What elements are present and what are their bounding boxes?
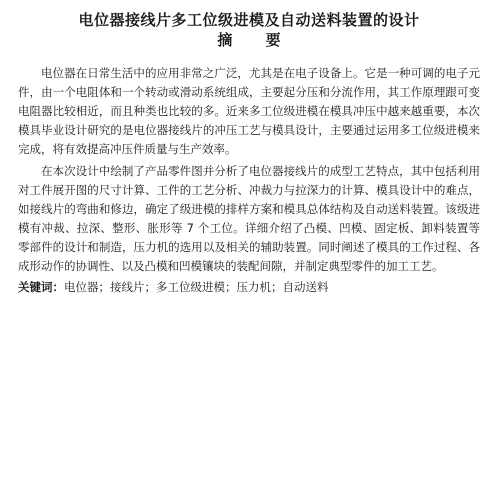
document-title: 电位器接线片多工位级进模及自动送料装置的设计 xyxy=(78,11,420,29)
abstract-heading: 摘 要 xyxy=(217,31,295,49)
abstract-paragraph-1: 电位器在日常生活中的应用非常之广泛，尤其是在电子设备上。它是一种可调的电子元件，由一个电阻体和一个转动或滑动系统组成，主要起分压和分流作用，其工作原理跟可变电阻器比较相近，而且种类也比较的多。近来多工位级进模在模具冲压中越来越重要，本次模具毕业设计研究的是电位器接线片的冲压工艺与模具设计，主要通过运用多工位级进模来完成，将有效提高冲压件质量与生产效率。 xyxy=(18,66,480,156)
keywords-label: 关键词： xyxy=(18,280,64,294)
keywords-line xyxy=(18,278,480,297)
abstract-paragraph-2: 在本次设计中绘制了产品零件图并分析了电位器接线片的成型工艺特点，其中包括利用对工件展开图的尺寸计算、工件的工艺分析、冲裁力与拉深力的计算、模具设计中的难点，如接线片的弯曲和修边，确定了级进模的排样方案和模具总体结构及自动送料装置。该级进模有冲裁、拉深、整形、胀形等 7 个工位。详细介绍了凸模、凹模、固定板、卸料装置等零部件的设计和制造，压力机的选用以及相关的辅助装置。同时阐述了模具的工作过程、各成形动作的协调性、以及凸模和凹模镶块的装配间隙，并制定典型零件的加工工艺。 xyxy=(18,164,480,273)
keywords-text: 电位器；接线片；多工位级进模；压力机；自动送料 xyxy=(64,280,329,294)
